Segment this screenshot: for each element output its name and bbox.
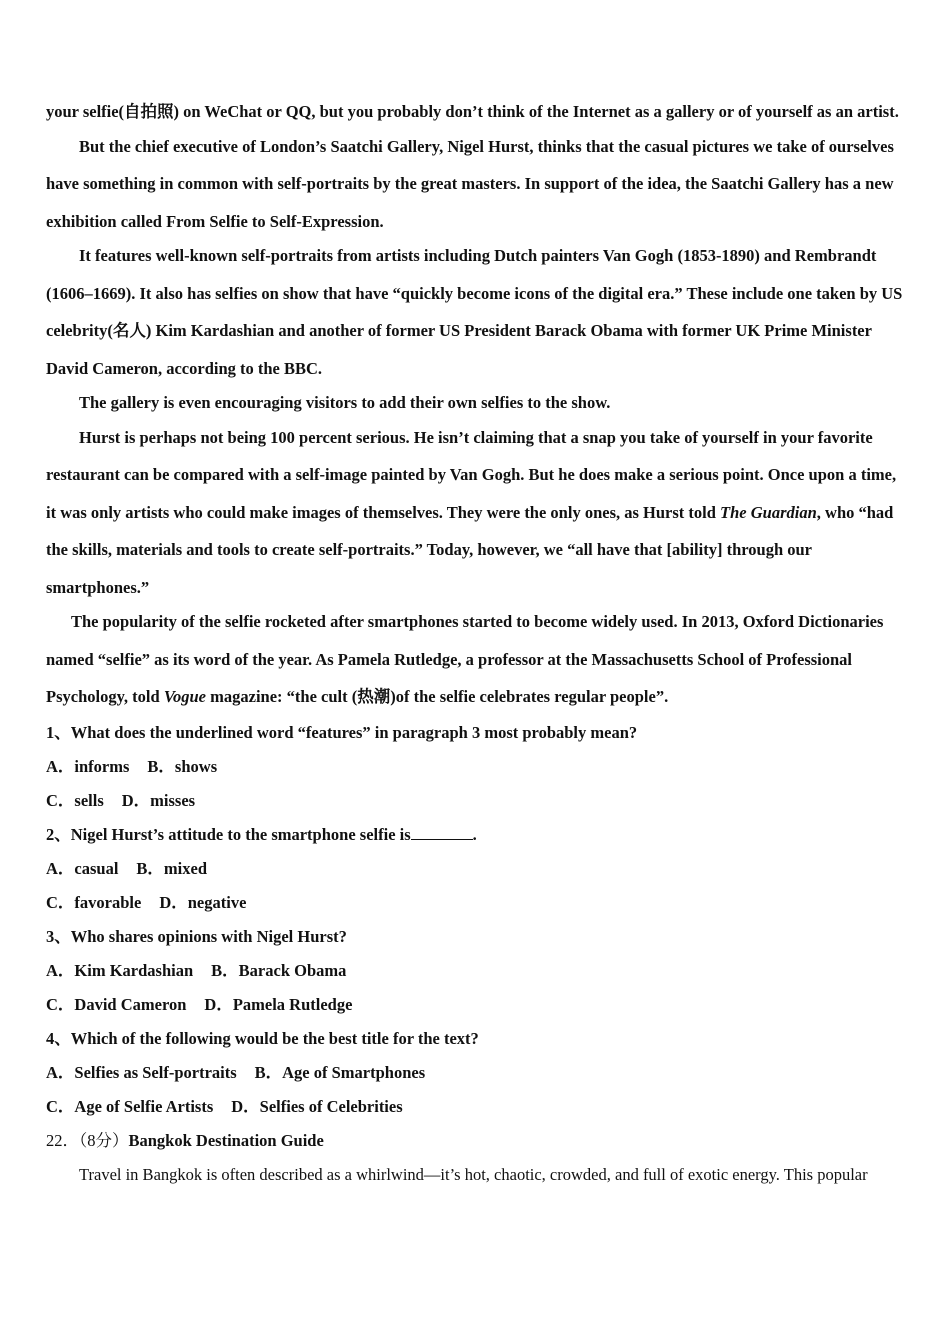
question-3-options-ab [46, 954, 908, 988]
paragraph-5-text-a: Hurst is perhaps not being 100 percent serious. He isn’t claiming that a snap you take of yourself in your favorite restaurant can be compared with a self-image painted by Van Gogh. But he does make a serious point. Once upon a time, it was only artists who could make images of themselves. They were the only ones, as Hurst told [46, 427, 897, 522]
question-4-options-cd [46, 1090, 908, 1124]
vogue-italic: Vogue [163, 687, 206, 706]
section-22-intro: Travel in Bangkok is often described as a whirlwind—it’s hot, chaotic, crowded, and full of exotic energy. This popular [79, 1164, 868, 1184]
paragraph-6-text-b: magazine: “the cult (热潮)of the selfie celebrates regular people”. [206, 687, 669, 706]
q4-option-c: C．Age of Selfie Artists [46, 1096, 214, 1116]
document-content [46, 93, 908, 1192]
question-4-stem: 4、Which of the following would be the best title for the text? [46, 1028, 479, 1048]
q2-option-b: B．mixed [136, 858, 208, 878]
paragraph-5-text-b: , who “had the skills, materials and tools to create self-portraits.” Today, however, we “all have that [ability] through our smartphones.” [46, 502, 894, 597]
passage-paragraph-2: But the chief executive of London’s Saatchi Gallery, Nigel Hurst, thinks that the casual pictures we take of ourselves have something in common with self-portraits by the great masters. In support of the idea, the Saatchi Gallery has a new exhibition called From Selfie to Self-Expression. [46, 136, 894, 231]
passage-paragraph-3: It features well-known self-portraits from artists including Dutch painters Van Gogh (1853-1890) and Rembrandt (1606–1669). It also has selfies on show that have “quickly become icons of the digital era.” These include one taken by US celebrity(名人) Kim Kardashian and another of former US President Barack Obama with former UK Prime Minister David Cameron, according to the BBC. [46, 246, 903, 378]
section-22-title: Bangkok Destination Guide [128, 1130, 324, 1150]
q2-option-a: A．casual [46, 858, 119, 878]
q3-option-c: C．David Cameron [46, 994, 187, 1014]
q1-option-a: A．informs [46, 756, 130, 776]
question-1-options-ab [46, 750, 908, 784]
section-22-heading [46, 1124, 908, 1158]
question-4-options-ab [46, 1056, 908, 1090]
passage-paragraph-4: The gallery is even encouraging visitors to add their own selfies to the show. [79, 393, 611, 412]
q1-option-d: D．misses [121, 790, 196, 810]
question-2-stem [46, 818, 908, 852]
q3-option-d: D．Pamela Rutledge [204, 994, 353, 1014]
section-22-number: 22．（8分） [46, 1130, 129, 1150]
question-1-stem: 1、What does the underlined word “features” in paragraph 3 most probably mean? [46, 722, 638, 742]
q2-option-d: D．negative [159, 892, 247, 912]
q4-option-d: D．Selfies of Celebrities [231, 1096, 403, 1116]
passage-paragraph-5 [46, 419, 908, 607]
paragraph-6-text-a: The popularity of the selfie rocketed after smartphones started to become widely used. In 2013, Oxford Dictionaries named “selfie” as its word of the year. As Pamela Rutledge, a professor at the Massachusetts School of Professional Psychology, told [46, 612, 884, 706]
q1-option-b: B．shows [147, 756, 218, 776]
answer-blank [411, 825, 473, 840]
q1-option-c: C．sells [46, 790, 104, 810]
q3-option-b: B．Barack Obama [211, 960, 347, 980]
passage-paragraph-6 [46, 603, 908, 716]
question-3-options-cd [46, 988, 908, 1022]
question-1-options-cd [46, 784, 908, 818]
q4-option-b: B．Age of Smartphones [254, 1062, 426, 1082]
guardian-italic: The Guardian [720, 502, 817, 522]
q2-stem-text: 2、Nigel Hurst’s attitude to the smartphone selfie is [46, 824, 411, 844]
question-2-options-ab [46, 852, 908, 886]
q3-option-a: A．Kim Kardashian [46, 960, 194, 980]
passage-paragraph-1: your selfie(自拍照) on WeChat or QQ, but you probably don’t think of the Internet as a gallery or of yourself as an artist. [46, 102, 899, 121]
question-3-stem: 3、Who shares opinions with Nigel Hurst? [46, 926, 347, 946]
q4-option-a: A．Selfies as Self-portraits [46, 1062, 237, 1082]
q2-option-c: C．favorable [46, 892, 142, 912]
question-2-options-cd [46, 886, 908, 920]
q2-stem-end: . [472, 824, 477, 844]
